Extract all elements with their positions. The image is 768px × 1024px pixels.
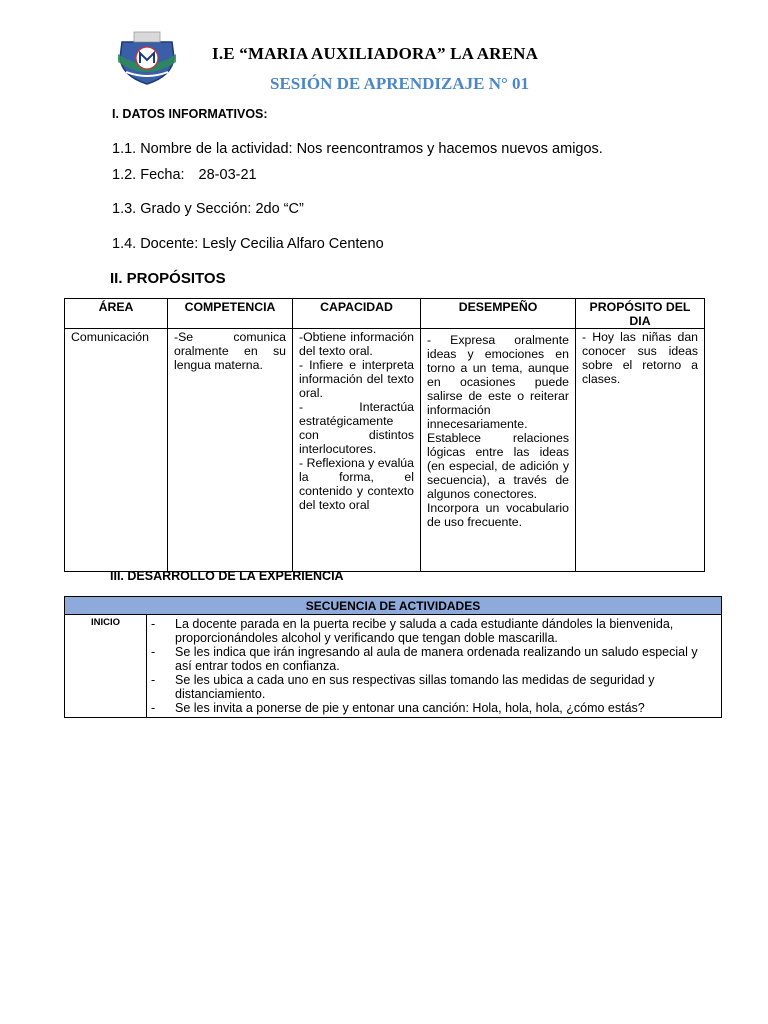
- col-header-capacidad: CAPACIDAD: [293, 299, 421, 329]
- date-value: 28-03-21: [198, 167, 257, 183]
- dash-bullet: -: [151, 617, 156, 631]
- col-header-competencia: COMPETENCIA: [168, 299, 293, 329]
- capacidad-item: -Obtiene información del texto oral.: [299, 330, 414, 358]
- cell-proposito: - Hoy las niñas dan conocer sus ideas sobre el retorno a clases.: [576, 329, 705, 572]
- school-crest-logo: [112, 28, 182, 86]
- activity-text: La docente parada en la puerta recibe y saluda a cada estudiante dándoles la bienvenida, proporcionándoles alcohol y verificando que tengan doble mascarilla.: [175, 617, 674, 645]
- list-item: [151, 701, 717, 715]
- cell-desempeno: [421, 329, 576, 572]
- section-propositos-heading: II. PROPÓSITOS: [110, 270, 226, 287]
- activity-text: Se les invita a ponerse de pie y entonar una canción: Hola, hola, hola, ¿cómo estás?: [175, 701, 645, 715]
- secuencia-table: [64, 596, 722, 718]
- grade-section: 1.3. Grado y Sección: 2do “C”: [112, 201, 304, 217]
- section-desarrollo-heading: III. DESARROLLO DE LA EXPERIENCIA: [110, 569, 344, 583]
- list-item: [151, 617, 717, 645]
- activity-list: [151, 617, 717, 715]
- secuencia-title: SECUENCIA DE ACTIVIDADES: [65, 597, 722, 615]
- desempeno-item: Incorpora un vocabulario de uso frecuente.: [427, 501, 569, 529]
- col-header-area: ÁREA: [65, 299, 168, 329]
- table-row: [65, 615, 722, 718]
- list-item: [151, 645, 717, 673]
- propositos-table: [64, 298, 705, 572]
- school-name: I.E “MARIA AUXILIADORA” LA ARENA: [212, 44, 539, 63]
- col-header-desempeno: DESEMPEÑO: [421, 299, 576, 329]
- date-line: [112, 167, 257, 183]
- cell-area: Comunicación: [65, 329, 168, 572]
- dash-bullet: -: [151, 701, 156, 715]
- dash-bullet: -: [151, 645, 156, 659]
- table-header-row: [65, 299, 705, 329]
- desempeno-item: Establece relaciones lógicas entre las ideas (en especial, de adición y secuencia), a través de algunos conectores.: [427, 431, 569, 501]
- stage-label: INICIO: [65, 615, 147, 718]
- session-title: SESIÓN DE APRENDIZAJE N° 01: [270, 74, 530, 93]
- activity-name: 1.1. Nombre de la actividad: Nos reencontramos y hacemos nuevos amigos.: [112, 141, 603, 157]
- capacidad-item: - Interactúa estratégicamente con distintos interlocutores.: [299, 400, 414, 456]
- activities-cell: [147, 615, 722, 718]
- table-row: [65, 329, 705, 572]
- dash-bullet: -: [151, 673, 156, 687]
- capacidad-item: - Reflexiona y evalúa la forma, el contenido y contexto del texto oral: [299, 456, 414, 512]
- section-datos-heading: I. DATOS INFORMATIVOS:: [112, 107, 268, 121]
- date-label: 1.2. Fecha:: [112, 167, 185, 183]
- list-item: [151, 673, 717, 701]
- cell-competencia: -Se comunica oralmente en su lengua materna.: [168, 329, 293, 572]
- activity-text: Se les ubica a cada uno en sus respectivas sillas tomando las medidas de seguridad y distanciamiento.: [175, 673, 655, 701]
- col-header-proposito: PROPÓSITO DEL DIA: [576, 299, 705, 329]
- desempeno-item: - Expresa oralmente ideas y emociones en torno a un tema, aunque en ocasiones puede salirse de este o reiterar información innecesariamente.: [427, 333, 569, 431]
- cell-capacidad: [293, 329, 421, 572]
- teacher-name: 1.4. Docente: Lesly Cecilia Alfaro Centeno: [112, 236, 384, 252]
- capacidad-item: - Infiere e interpreta información del texto oral.: [299, 358, 414, 400]
- activity-text: Se les indica que irán ingresando al aula de manera ordenada realizando un saludo especial y así entrar todos en confianza.: [175, 645, 698, 673]
